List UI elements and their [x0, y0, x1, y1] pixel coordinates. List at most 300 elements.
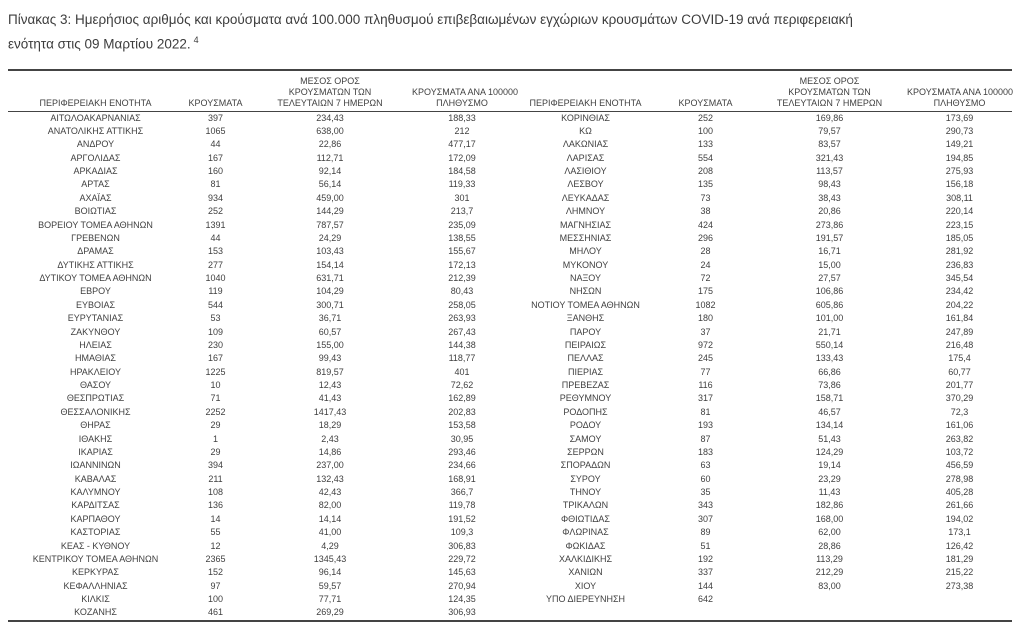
- caption-line-2: ενότητα στις 09 Μαρτίου 2022.: [8, 36, 191, 52]
- value-cell: [907, 593, 1012, 606]
- value-cell: 185,05: [945, 232, 974, 243]
- region-name-cell: ΝΟΤΙΟΥ ΤΟΜΕΑ ΑΘΗΝΩΝ: [531, 299, 640, 310]
- value-cell: 42,43: [318, 487, 342, 497]
- table-row: [8, 138, 1012, 151]
- value-cell: 72,3: [950, 406, 969, 417]
- value-cell: 44: [210, 232, 221, 243]
- value-cell: 153: [207, 246, 224, 257]
- value-cell: 2365: [205, 553, 226, 564]
- value-cell: 19,14: [818, 460, 841, 471]
- region-name-cell: ΡΕΘΥΜΝΟΥ: [559, 393, 612, 404]
- table-row: [8, 526, 1012, 539]
- region-name-cell: ΧΙΟΥ: [574, 580, 597, 591]
- value-cell: 317: [697, 393, 714, 404]
- value-cell: 89: [700, 527, 711, 538]
- value-cell: 267,43: [448, 326, 476, 337]
- region-name-cell: ΙΚΑΡΙΑΣ: [78, 446, 113, 457]
- region-name-cell: ΛΑΣΙΘΙΟΥ: [564, 166, 607, 176]
- value-cell: 1065: [205, 125, 226, 136]
- value-cell: 261,66: [945, 500, 974, 511]
- value-cell: 60,77: [948, 366, 971, 377]
- value-cell: 81: [700, 406, 711, 417]
- value-cell: 424: [697, 219, 714, 230]
- table-row: [8, 566, 1012, 579]
- region-name-cell: ΧΑΛΚΙΔΙΚΗΣ: [558, 553, 613, 564]
- value-cell: 223,15: [945, 219, 974, 230]
- value-cell: 456,59: [945, 460, 974, 471]
- value-cell: 269,29: [316, 607, 344, 618]
- value-cell: 301: [454, 192, 470, 203]
- value-cell: 73,86: [818, 380, 841, 390]
- region-name-cell: ΜΑΓΝΗΣΙΑΣ: [559, 219, 612, 230]
- value-cell: 72: [700, 273, 711, 283]
- value-cell: 263,82: [945, 433, 974, 444]
- value-cell: 60: [700, 473, 711, 484]
- region-name-cell: ΛΑΚΩΝΙΑΣ: [562, 139, 609, 150]
- region-name-cell: ΚΑΒΑΛΑΣ: [74, 473, 117, 484]
- table-row: [8, 433, 1012, 446]
- region-name-cell: ΛΗΜΝΟΥ: [565, 206, 606, 217]
- value-cell: 273,86: [815, 219, 844, 230]
- value-cell: 144,29: [316, 206, 344, 217]
- table-row: [8, 459, 1012, 472]
- value-cell: 461: [207, 607, 224, 618]
- table-row: [8, 499, 1012, 512]
- region-name-cell: ΒΟΡΕΙΟΥ ΤΟΜΕΑ ΑΘΗΝΩΝ: [38, 219, 153, 230]
- value-cell: 71: [210, 393, 221, 404]
- value-cell: 154,14: [316, 259, 344, 270]
- value-cell: 108: [207, 487, 224, 497]
- value-cell: 173,1: [948, 527, 971, 538]
- value-cell: 136: [207, 500, 224, 511]
- value-cell: 21,71: [818, 326, 841, 337]
- value-cell: 208: [697, 166, 714, 176]
- value-cell: 24,29: [318, 232, 342, 243]
- region-name-cell: ΚΑΣΤΟΡΙΑΣ: [70, 527, 121, 538]
- value-cell: 202,83: [448, 406, 476, 417]
- value-cell: 10: [210, 380, 221, 390]
- region-name-cell: ΣΕΡΡΩΝ: [567, 446, 604, 457]
- table-row: [8, 446, 1012, 459]
- region-name-cell: ΑΝΔΡΟΥ: [76, 139, 115, 150]
- value-cell: [907, 606, 1012, 620]
- table-row: [8, 165, 1012, 178]
- value-cell: 306,83: [448, 540, 476, 551]
- region-name-cell: ΜΗΛΟΥ: [569, 246, 602, 257]
- value-cell: 37: [700, 326, 711, 337]
- value-cell: 638,00: [316, 125, 344, 136]
- value-cell: 133: [697, 139, 714, 150]
- value-cell: 293,46: [448, 446, 476, 457]
- value-cell: 345,54: [945, 273, 974, 283]
- value-cell: 30,95: [450, 433, 474, 444]
- table-row: [8, 205, 1012, 218]
- region-name-cell: ΠΕΛΛΑΣ: [567, 353, 604, 364]
- value-cell: 1225: [205, 366, 226, 377]
- value-cell: 308,11: [946, 192, 973, 203]
- value-cell: 149,21: [945, 139, 974, 150]
- value-cell: 24: [700, 259, 711, 270]
- value-cell: 229,72: [448, 553, 476, 564]
- value-cell: 281,92: [945, 246, 974, 257]
- value-cell: 211: [208, 473, 223, 484]
- value-cell: 96,14: [318, 567, 342, 578]
- value-cell: 321,43: [815, 152, 844, 163]
- value-cell: 80,43: [450, 286, 474, 297]
- region-name-cell: ΗΛΕΙΑΣ: [79, 339, 112, 350]
- value-cell: 1040: [205, 273, 226, 283]
- document-page: [0, 9, 1024, 622]
- value-cell: 167: [207, 152, 224, 163]
- value-cell: 18,29: [318, 420, 342, 431]
- value-cell: 247,89: [945, 326, 974, 337]
- value-cell: 59,57: [318, 580, 342, 591]
- value-cell: 23,29: [818, 473, 841, 484]
- value-cell: 161,84: [945, 313, 974, 324]
- value-cell: 337: [697, 567, 714, 578]
- region-name-cell: ΜΥΚΟΝΟΥ: [562, 259, 609, 270]
- value-cell: 212,39: [448, 273, 476, 283]
- value-cell: 144,38: [448, 339, 476, 350]
- table-row: [8, 366, 1012, 379]
- value-cell: 28,86: [818, 540, 841, 551]
- region-name-cell: ΛΑΡΙΣΑΣ: [566, 152, 605, 163]
- region-name-cell: ΤΗΝΟΥ: [569, 487, 602, 497]
- value-cell: 182,86: [815, 500, 844, 511]
- value-cell: 296: [697, 232, 714, 243]
- covid-cases-table: [8, 69, 1012, 622]
- value-cell: 29: [210, 420, 221, 431]
- region-name-cell: ΕΥΒΟΙΑΣ: [75, 299, 116, 310]
- region-name-cell: ΦΘΙΩΤΙΔΑΣ: [561, 513, 610, 524]
- value-cell: 51,43: [818, 433, 841, 444]
- value-cell: 245: [697, 353, 714, 364]
- value-cell: 83,00: [818, 580, 841, 591]
- value-cell: 1082: [695, 299, 716, 310]
- value-cell: 550,14: [815, 339, 844, 350]
- value-cell: 405,28: [945, 487, 974, 497]
- value-cell: 113,29: [816, 553, 843, 564]
- column-header: ΜΕΣΟΣ ΟΡΟΣ ΚΡΟΥΣΜΑΤΩΝ ΤΩΝ ΤΕΛΕΥΤΑΙΩΝ 7 ΗΜΕΡΩΝ: [752, 70, 907, 112]
- value-cell: 41,43: [318, 393, 342, 404]
- value-cell: 38,43: [818, 192, 841, 203]
- table-row: [8, 125, 1012, 138]
- value-cell: 194,85: [945, 152, 974, 163]
- value-cell: 252: [207, 206, 224, 217]
- value-cell: 134,14: [815, 420, 844, 431]
- value-cell: 15,00: [818, 259, 841, 270]
- value-cell: 62,00: [818, 527, 841, 538]
- region-name-cell: ΕΒΡΟΥ: [80, 286, 111, 297]
- table-row: [8, 219, 1012, 232]
- table-row: [8, 606, 1012, 620]
- value-cell: 184,58: [448, 166, 476, 176]
- region-name-cell: ΘΗΡΑΣ: [80, 420, 111, 431]
- region-name-cell: ΠΑΡΟΥ: [569, 326, 602, 337]
- region-name-cell: ΠΕΙΡΑΙΩΣ: [564, 339, 607, 350]
- value-cell: 55: [210, 527, 221, 538]
- table-row: [8, 406, 1012, 419]
- region-name-cell: ΚΑΡΔΙΤΣΑΣ: [71, 500, 120, 511]
- value-cell: 235,09: [448, 219, 476, 230]
- value-cell: 112,71: [316, 152, 344, 163]
- table-header-row: [8, 70, 1012, 112]
- region-name-cell: ΚΙΛΚΙΣ: [81, 594, 110, 604]
- value-cell: 73: [700, 192, 711, 203]
- region-name-cell: ΖΑΚΥΝΘΟΥ: [70, 326, 121, 337]
- value-cell: 116: [698, 380, 713, 390]
- region-name-cell: ΚΩ: [579, 125, 592, 136]
- region-name-cell: ΦΛΩΡΙΝΑΣ: [562, 527, 609, 538]
- value-cell: 642: [697, 594, 714, 604]
- value-cell: 14,14: [318, 513, 342, 524]
- value-cell: 237,00: [316, 460, 344, 471]
- region-name-cell: ΔΡΑΜΑΣ: [77, 246, 114, 257]
- value-cell: 631,71: [316, 273, 344, 283]
- region-name-cell: ΞΑΝΘΗΣ: [566, 313, 605, 324]
- region-name-cell: ΚΟΖΑΝΗΣ: [74, 607, 117, 618]
- table-row: [8, 259, 1012, 272]
- value-cell: 12,43: [318, 380, 342, 390]
- value-cell: 2252: [205, 406, 226, 417]
- value-cell: 216,48: [945, 339, 974, 350]
- region-name-cell: ΙΘΑΚΗΣ: [78, 433, 113, 444]
- value-cell: 192: [697, 553, 714, 564]
- value-cell: 155,67: [448, 246, 476, 257]
- region-name-cell: ΚΑΛΥΜΝΟΥ: [70, 487, 121, 497]
- table-row: [8, 299, 1012, 312]
- value-cell: 119,78: [448, 500, 476, 511]
- value-cell: 234,42: [945, 286, 974, 297]
- column-header: ΚΡΟΥΣΜΑΤΑ ΑΝΑ 100000 ΠΛΗΘΥΣΜΟ: [412, 70, 512, 112]
- value-cell: 180: [697, 313, 714, 324]
- value-cell: 152: [207, 567, 224, 578]
- region-name-cell: ΓΡΕΒΕΝΩΝ: [71, 232, 120, 243]
- region-name-cell: ΚΕΡΚΥΡΑΣ: [72, 567, 119, 578]
- table-row: [8, 152, 1012, 165]
- value-cell: 82,00: [318, 500, 342, 511]
- value-cell: 124,29: [815, 446, 844, 457]
- value-cell: 87: [700, 433, 711, 444]
- value-cell: 12: [210, 540, 221, 551]
- value-cell: 11,43: [818, 487, 841, 497]
- value-cell: 204,22: [945, 299, 974, 310]
- value-cell: 14: [210, 513, 221, 524]
- value-cell: 934: [207, 192, 224, 203]
- value-cell: 100: [207, 594, 224, 604]
- region-name-cell: ΣΥΡΟΥ: [570, 473, 601, 484]
- table-header: [8, 70, 1012, 112]
- value-cell: 41,00: [318, 527, 342, 538]
- region-name-cell: ΑΧΑΪΑΣ: [79, 192, 112, 203]
- column-header: ΚΡΟΥΣΜΑΤΑ: [659, 70, 752, 112]
- column-header: ΠΕΡΙΦΕΡΕΙΑΚΗ ΕΝΟΤΗΤΑ: [512, 70, 659, 112]
- value-cell: 38: [700, 206, 711, 217]
- value-cell: 258,05: [448, 299, 476, 310]
- value-cell: 459,00: [316, 192, 344, 203]
- value-cell: 100: [697, 125, 714, 136]
- table-row: [8, 192, 1012, 205]
- value-cell: 36,71: [318, 313, 342, 324]
- value-cell: 77,71: [318, 594, 342, 604]
- value-cell: 132,43: [316, 473, 344, 484]
- value-cell: 83,57: [818, 139, 841, 150]
- value-cell: 98,43: [818, 179, 841, 190]
- region-name-cell: ΚΕΑΣ - ΚΥΘΝΟΥ: [60, 540, 131, 551]
- value-cell: 103,43: [316, 246, 344, 257]
- value-cell: 300,71: [316, 299, 344, 310]
- table-row: [8, 285, 1012, 298]
- region-name-cell: ΝΗΣΩΝ: [569, 286, 602, 297]
- value-cell: 119: [208, 286, 223, 297]
- value-cell: 401: [454, 366, 470, 377]
- value-cell: 56,14: [318, 179, 342, 190]
- value-cell: 66,86: [818, 366, 841, 377]
- value-cell: 201,77: [945, 380, 974, 390]
- value-cell: 118,77: [448, 353, 476, 364]
- region-name-cell: ΔΥΤΙΚΟΥ ΤΟΜΕΑ ΑΘΗΝΩΝ: [39, 273, 152, 283]
- value-cell: 183: [697, 446, 714, 457]
- value-cell: 278,98: [945, 473, 974, 484]
- region-name-cell: ΤΡΙΚΑΛΩΝ: [562, 500, 609, 511]
- region-name-cell: ΝΑΞΟΥ: [569, 273, 602, 283]
- value-cell: 92,14: [318, 166, 342, 176]
- value-cell: 366,7: [450, 487, 474, 497]
- value-cell: 2,43: [321, 433, 339, 444]
- value-cell: 72,62: [450, 380, 474, 390]
- value-cell: 273,38: [945, 580, 974, 591]
- value-cell: 212: [454, 125, 470, 136]
- table-row: [8, 419, 1012, 432]
- value-cell: 175,4: [948, 353, 971, 364]
- table-row: [8, 540, 1012, 553]
- column-header: ΚΡΟΥΣΜΑΤΑ ΑΝΑ 100000 ΠΛΗΘΥΣΜΟ: [907, 70, 1012, 112]
- value-cell: 397: [207, 112, 224, 123]
- table-row: [8, 326, 1012, 339]
- table-row: [8, 232, 1012, 245]
- value-cell: 16,71: [818, 246, 841, 257]
- value-cell: 307: [697, 513, 714, 524]
- value-cell: 277: [207, 259, 224, 270]
- value-cell: 173,69: [945, 112, 974, 123]
- value-cell: 1: [212, 433, 218, 444]
- region-name-cell: ΡΟΔΟΠΗΣ: [563, 406, 608, 417]
- value-cell: 99,43: [318, 353, 342, 364]
- value-cell: 275,93: [945, 166, 974, 176]
- value-cell: 27,57: [818, 273, 841, 283]
- value-cell: 167: [207, 353, 224, 364]
- value-cell: 28: [700, 246, 711, 257]
- value-cell: 162,89: [448, 393, 476, 404]
- value-cell: 160: [207, 166, 224, 176]
- value-cell: 1345,43: [313, 553, 347, 564]
- region-name-cell: ΚΑΡΠΑΘΟΥ: [70, 513, 121, 524]
- value-cell: 119,33: [448, 179, 476, 190]
- table-row: [8, 553, 1012, 566]
- value-cell: [752, 593, 907, 606]
- column-header: ΠΕΡΙΦΕΡΕΙΑΚΗ ΕΝΟΤΗΤΑ: [8, 70, 183, 112]
- value-cell: 787,57: [316, 219, 344, 230]
- region-name-cell: ΑΙΤΩΛΟΑΚΑΡΝΑΝΙΑΣ: [50, 112, 141, 123]
- table-row: [8, 392, 1012, 405]
- value-cell: 103,72: [945, 446, 974, 457]
- region-name-cell: [512, 606, 659, 620]
- value-cell: 60,57: [318, 326, 342, 337]
- value-cell: 126,42: [945, 540, 974, 551]
- region-name-cell: ΥΠΟ ΔΙΕΡΕΥΝΗΣΗ: [545, 594, 626, 604]
- region-name-cell: ΠΡΕΒΕΖΑΣ: [561, 380, 610, 390]
- value-cell: 169,86: [815, 112, 844, 123]
- region-name-cell: ΗΡΑΚΛΕΙΟΥ: [69, 366, 122, 377]
- value-cell: 46,57: [818, 406, 841, 417]
- value-cell: 35: [700, 487, 711, 497]
- value-cell: 554: [697, 152, 714, 163]
- region-name-cell: ΕΥΡΥΤΑΝΙΑΣ: [67, 313, 124, 324]
- table-row: [8, 580, 1012, 593]
- value-cell: 972: [697, 339, 714, 350]
- region-name-cell: ΛΕΥΚΑΔΑΣ: [561, 192, 610, 203]
- value-cell: 188,33: [448, 112, 476, 123]
- value-cell: 394: [207, 460, 224, 471]
- table-row: [8, 339, 1012, 352]
- value-cell: 153,58: [448, 420, 476, 431]
- value-cell: 263,93: [448, 313, 476, 324]
- table-row: [8, 379, 1012, 392]
- table-caption: [8, 9, 968, 55]
- value-cell: 109: [207, 326, 224, 337]
- table-row: [8, 473, 1012, 486]
- value-cell: 138,55: [448, 232, 476, 243]
- table-row: [8, 352, 1012, 365]
- value-cell: 51: [700, 540, 711, 551]
- value-cell: 234,43: [316, 112, 344, 123]
- value-cell: 1391: [205, 219, 226, 230]
- value-cell: 20,86: [818, 206, 841, 217]
- value-cell: 819,57: [316, 366, 344, 377]
- value-cell: 215,22: [945, 567, 974, 578]
- value-cell: 109,3: [450, 527, 474, 538]
- value-cell: 343: [697, 500, 714, 511]
- region-name-cell: ΦΩΚΙΔΑΣ: [565, 540, 606, 551]
- value-cell: 234,66: [448, 460, 476, 471]
- value-cell: 14,86: [318, 446, 342, 457]
- region-name-cell: ΘΕΣΣΑΛΟΝΙΚΗΣ: [60, 406, 131, 417]
- value-cell: 133,43: [815, 353, 844, 364]
- region-name-cell: ΜΕΣΣΗΝΙΑΣ: [559, 232, 612, 243]
- value-cell: 172,13: [448, 259, 476, 270]
- table-body: [8, 111, 1012, 621]
- region-name-cell: ΠΙΕΡΙΑΣ: [567, 366, 604, 377]
- value-cell: 158,71: [815, 393, 844, 404]
- value-cell: 605,86: [815, 299, 844, 310]
- value-cell: 144: [697, 580, 714, 591]
- region-name-cell: ΑΡΓΟΛΙΔΑΣ: [70, 152, 121, 163]
- value-cell: 544: [207, 299, 224, 310]
- value-cell: 106,86: [815, 286, 844, 297]
- value-cell: 4,29: [321, 540, 339, 551]
- value-cell: 181,29: [945, 553, 974, 564]
- region-name-cell: ΛΕΣΒΟΥ: [567, 179, 604, 190]
- region-name-cell: ΣΑΜΟΥ: [569, 433, 602, 444]
- region-name-cell: ΚΕΝΤΡΙΚΟΥ ΤΟΜΕΑ ΑΘΗΝΩΝ: [32, 553, 159, 564]
- value-cell: 477,17: [448, 139, 476, 150]
- value-cell: 29: [210, 446, 221, 457]
- region-name-cell: ΘΑΣΟΥ: [79, 380, 112, 390]
- region-name-cell: ΣΠΟΡΑΔΩΝ: [560, 460, 611, 471]
- table-row: [8, 178, 1012, 191]
- value-cell: 191,52: [448, 513, 476, 524]
- value-cell: 22,86: [318, 139, 342, 150]
